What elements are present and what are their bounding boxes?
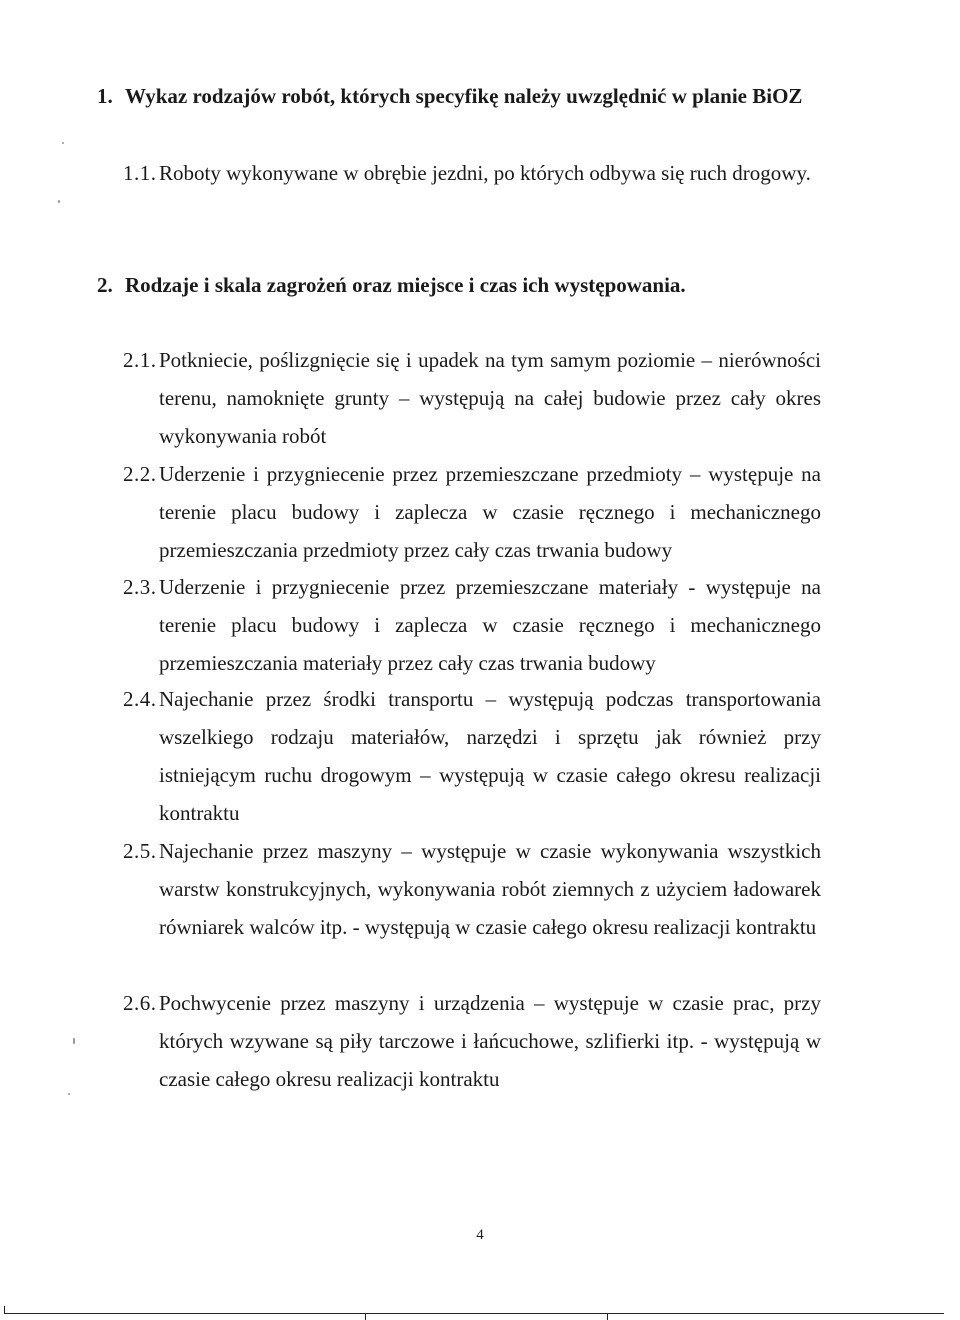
item-text: Potkniecie, poślizgnięcie się i upadek na tym samym poziomie – nierówności terenu, namoknięte grunty – występują na całej budowie przez cały okres wykonywania robót [159,348,821,448]
item-text: Najechanie przez środki transportu – występują podczas transportowania wszelkiego rodzaju materiałów, narzędzi i sprzętu jak również przy istniejącym ruchu drogowym – występują w czasie całego okresu realizacji kontraktu [159,687,821,825]
item-number: 2.5. [123,839,157,863]
list-item-2-5 [123,832,821,946]
item-number: 2.6. [123,991,157,1015]
scan-speck [58,200,60,203]
item-text: Uderzenie i przygniecenie przez przemieszczane materiały - występuje na terenie placu budowy i zaplecza w czasie ręcznego i mechanicznego przemieszczania materiały przez cały czas trwania budowy [159,575,821,675]
list-item-2-1 [123,341,821,455]
rule-tick [365,1313,366,1320]
scan-speck [68,1093,70,1095]
bottom-rule [4,1313,944,1314]
scan-speck [62,142,64,144]
section-2-heading [97,273,686,298]
list-item-2-3 [123,568,821,682]
item-number: 2.4. [123,687,157,711]
item-text: Pochwycenie przez maszyny i urządzenia – występuje w czasie prac, przy których wzywane są piły tarczowe i łańcuchowe, szlifierki itp. - występują w czasie całego okresu realizacji kontraktu [159,991,821,1091]
section-2-number: 2. [97,273,113,297]
rule-tick [607,1313,608,1320]
item-text: Najechanie przez maszyny – występuje w czasie wykonywania wszystkich warstw konstrukcyjnych, wykonywania robót ziemnych z użyciem ładowarek równiarek walców itp. - występują w czasie całego okresu realizacji kontraktu [159,839,821,939]
section-2-title: Rodzaje i skala zagrożeń oraz miejsce i czas ich występowania. [125,273,686,297]
section-1-title: Wykaz rodzajów robót, których specyfikę należy uwzględnić w planie BiOZ [125,84,803,108]
rule-tick [4,1306,5,1314]
section-1-heading [97,84,802,109]
item-text: Roboty wykonywane w obrębie jezdni, po których odbywa się ruch drogowy. [159,161,811,185]
item-number: 2.3. [123,575,157,599]
item-number: 2.2. [123,462,157,486]
list-item-2-6 [123,984,821,1098]
list-item-1-1 [123,154,821,192]
item-number: 1.1. [123,161,157,185]
item-number: 2.1. [123,348,157,372]
list-item-2-4 [123,680,821,832]
section-1-number: 1. [97,84,113,108]
list-item-2-2 [123,455,821,569]
page-number: 4 [476,1227,484,1243]
item-text: Uderzenie i przygniecenie przez przemieszczane przedmioty – występuje na terenie placu budowy i zaplecza w czasie ręcznego i mechanicznego przemieszczania przedmioty przez cały czas trwania budowy [159,462,821,562]
scan-speck [73,1038,75,1044]
